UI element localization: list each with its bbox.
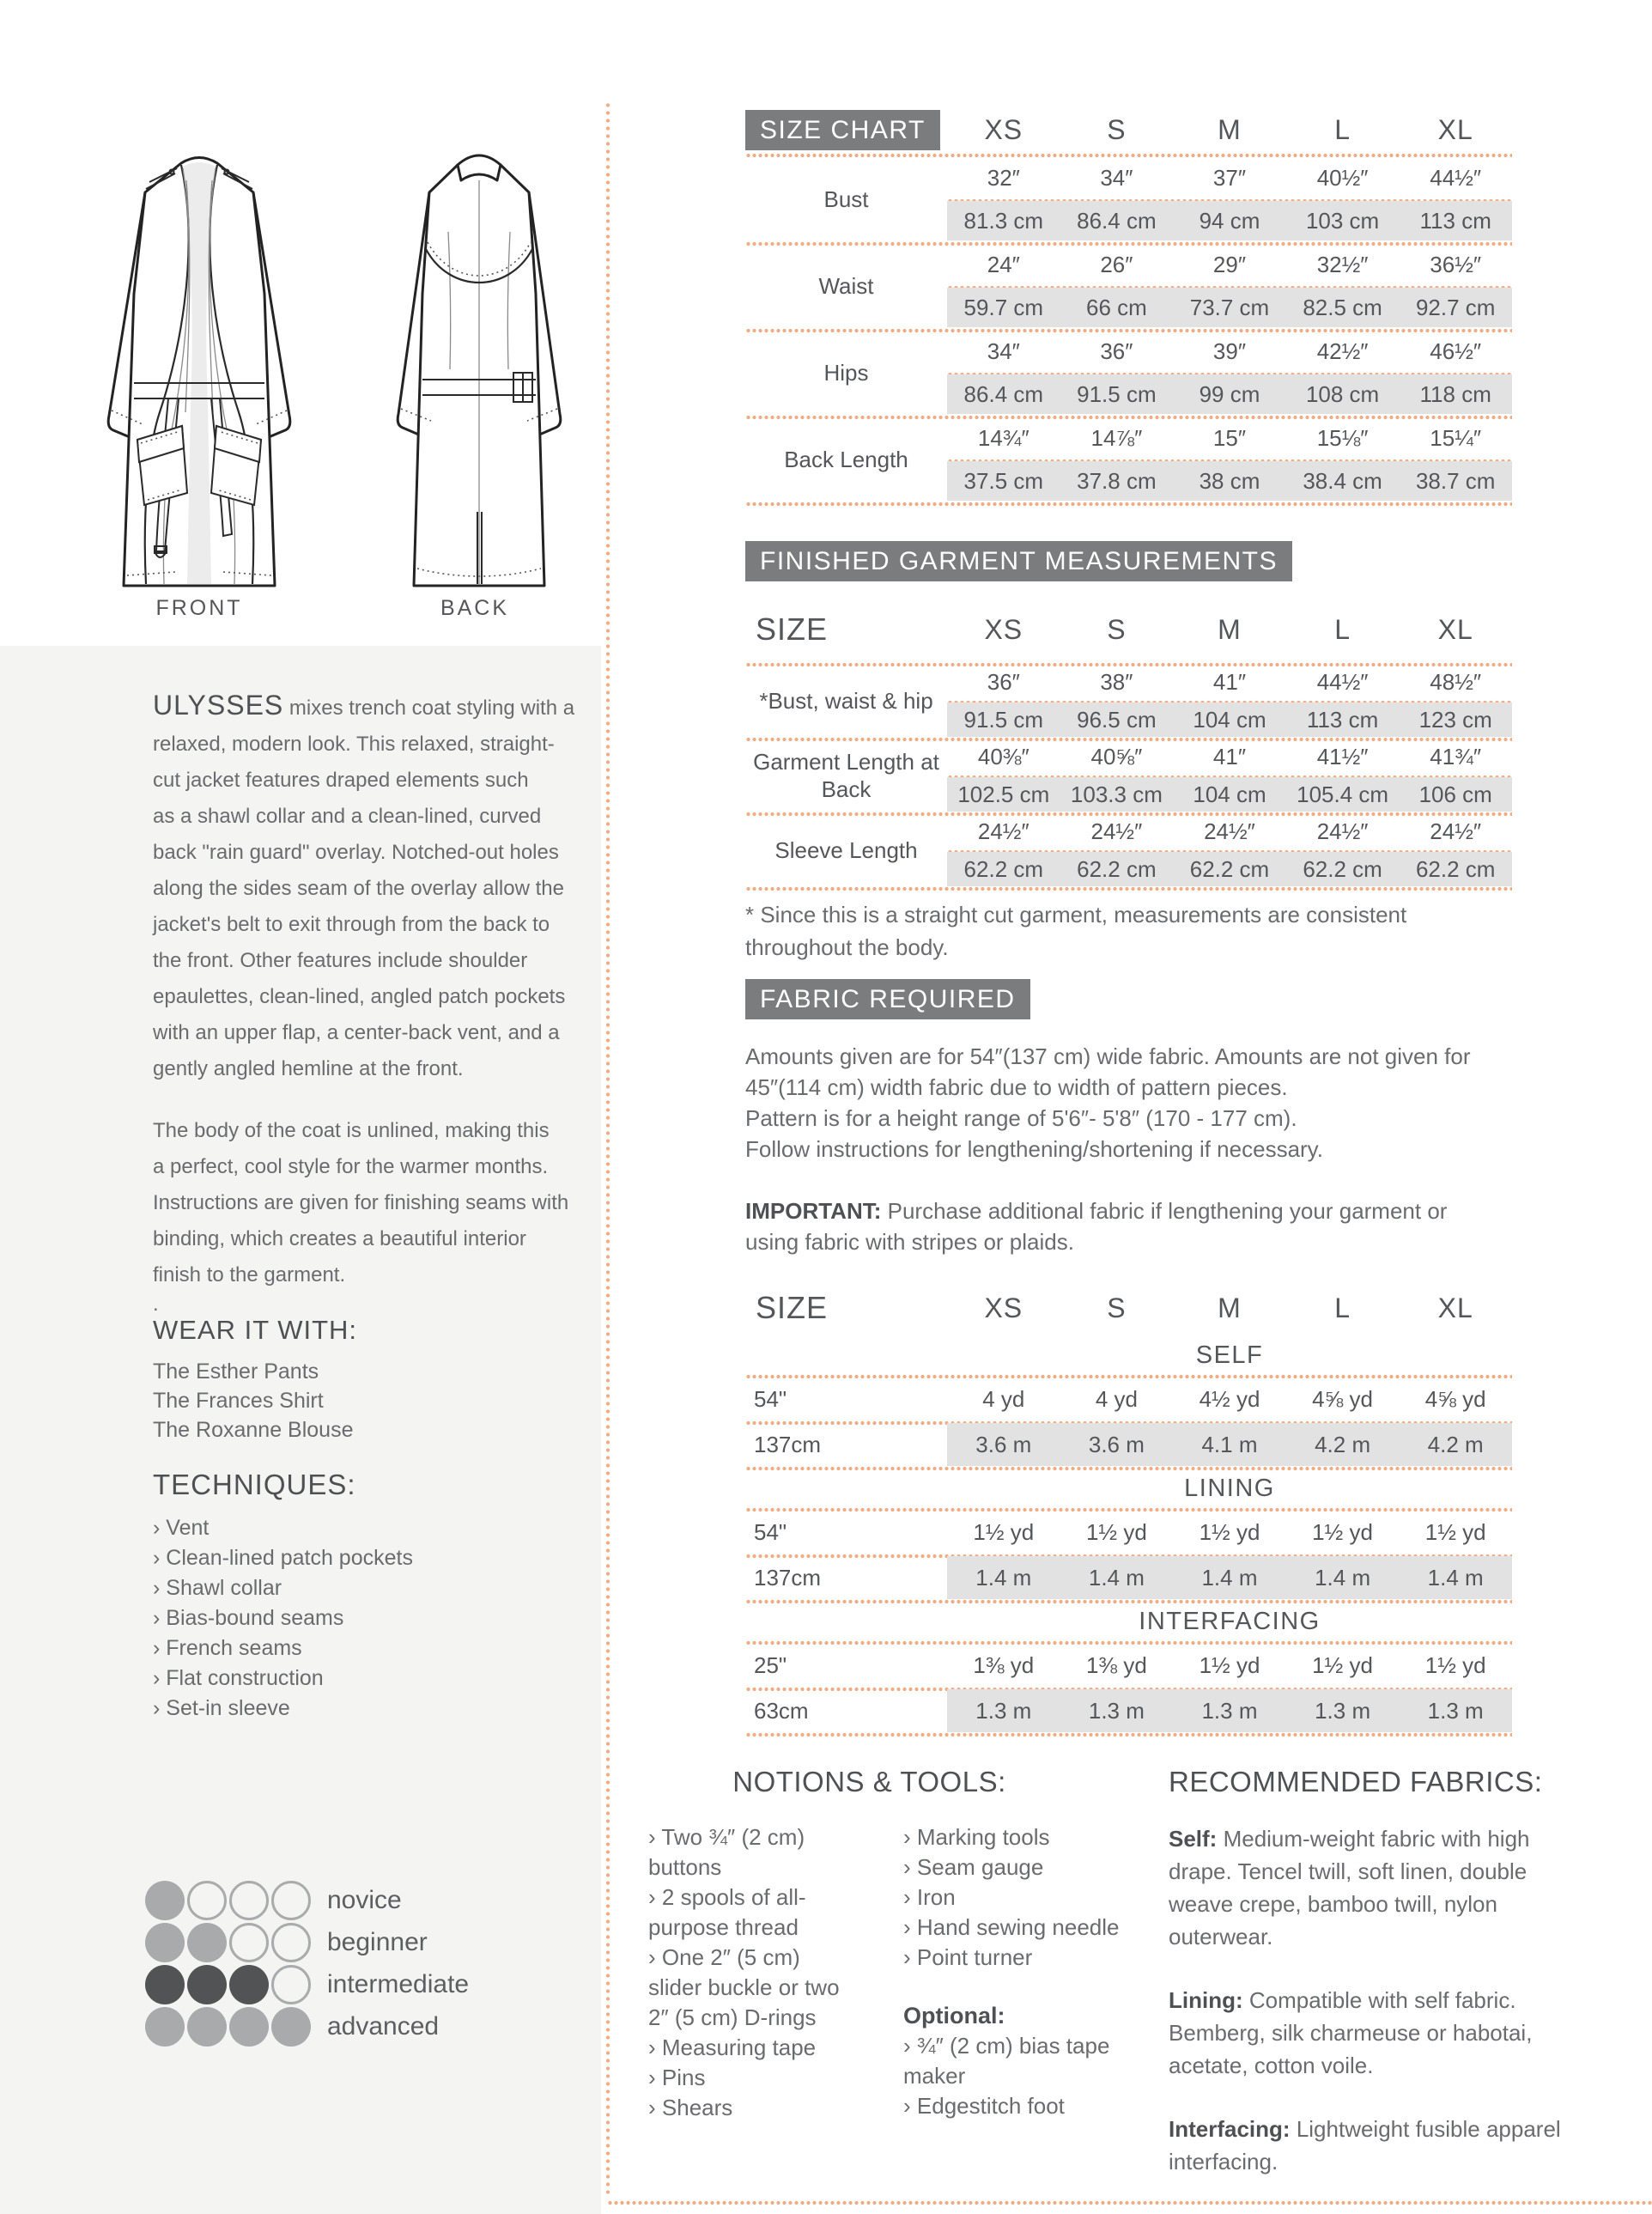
description-line: finish to the garment. xyxy=(153,1263,346,1286)
fabric-section-lining: LINING xyxy=(1184,1474,1275,1502)
notion-item-optional: › Edgestitch foot xyxy=(903,2091,1148,2121)
wear-item: The Esther Pants xyxy=(153,1359,319,1384)
notion-item: › Iron xyxy=(903,1883,1148,1913)
wear-it-with-heading: WEAR IT WITH: xyxy=(153,1315,358,1345)
size-header: XL xyxy=(1437,1292,1473,1323)
self-imperial-width-label: 54" xyxy=(754,1385,787,1412)
size-header: M xyxy=(1218,114,1242,145)
wear-item: The Roxanne Blouse xyxy=(153,1418,354,1442)
coat-front-drawing xyxy=(96,129,302,610)
finished-size-headers xyxy=(947,605,1512,654)
techniques-section xyxy=(153,1470,413,1724)
fabric-section-interfacing: INTERFACING xyxy=(1139,1607,1321,1635)
measurement-label-back-length: Back Length xyxy=(784,447,908,472)
notion-item-optional: › ¾″ (2 cm) bias tape maker xyxy=(903,2031,1148,2091)
recommended-entry-self: Self: Medium-weight fabric with high drape. Tencel twill, soft linen, double weave crepe, bamboo twill, nylon outerwear. xyxy=(1169,1826,1530,1949)
back-length-imperial-values: 14¾″ 14⅞″ 15″ 15⅛″ 15¼″ xyxy=(977,424,1482,451)
difficulty-label: novice xyxy=(327,1886,402,1914)
pattern-description xyxy=(153,687,586,1316)
difficulty-dots-novice xyxy=(145,1881,311,1920)
garment-length-imperial-values: 40⅜″ 40⅝″ 41″ 41½″ 41¾″ xyxy=(977,744,1482,769)
fabric-section-self: SELF xyxy=(1195,1341,1264,1369)
recommended-fabrics-list xyxy=(1169,1822,1576,2209)
finished-garment-title-bar: FINISHED GARMENT MEASUREMENTS xyxy=(745,541,1292,581)
difficulty-dot xyxy=(187,1923,227,1962)
description-line: a perfect, cool style for the warmer months. xyxy=(153,1155,549,1178)
garment-length-metric-values: 102.5 cm 103.3 cm 104 cm 105.4 cm 106 cm xyxy=(957,781,1492,807)
difficulty-dot xyxy=(187,1881,227,1920)
lining-imperial-values: 1½ yd 1½ yd 1½ yd 1½ yd 1½ yd xyxy=(973,1518,1486,1545)
difficulty-dot xyxy=(271,1881,311,1920)
finished-label-bust-waist-hip: *Bust, waist & hip xyxy=(759,688,933,714)
difficulty-row-novice xyxy=(145,1881,402,1920)
notion-item: › 2 spools of all-purpose thread xyxy=(648,1883,859,1943)
size-header: L xyxy=(1334,114,1351,145)
technique-item: › French seams xyxy=(153,1633,413,1664)
difficulty-dot xyxy=(229,2007,269,2047)
interfacing-imperial-width-label: 25" xyxy=(754,1651,787,1678)
size-header: M xyxy=(1218,613,1242,645)
difficulty-dots-intermediate xyxy=(145,1965,311,2004)
back-length-metric-values: 37.5 cm 37.8 cm 38 cm 38.4 cm 38.7 cm xyxy=(963,467,1496,494)
self-metric-values: 3.6 m 3.6 m 4.1 m 4.2 m 4.2 m xyxy=(975,1431,1484,1457)
difficulty-legend xyxy=(145,1881,609,2070)
recommended-entry-interfacing: Interfacing: Lightweight fusible apparel interfacing. xyxy=(1169,2116,1561,2174)
lining-metric-values: 1.4 m 1.4 m 1.4 m 1.4 m 1.4 m xyxy=(975,1564,1484,1591)
fabric-size-label: SIZE xyxy=(756,1290,829,1325)
fabric-important-note: IMPORTANT: Purchase additional fabric if lengthening your garment or using fabric with stripes or plaids. xyxy=(745,1198,1448,1255)
notion-item: › Point turner xyxy=(903,1943,1148,1973)
hips-imperial-values: 34″ 36″ 39″ 42½″ 46½″ xyxy=(987,338,1482,364)
size-chart-size-headers xyxy=(947,110,1512,150)
bwh-metric-values: 91.5 cm 96.5 cm 104 cm 113 cm 123 cm xyxy=(963,706,1492,733)
finished-size-label: SIZE xyxy=(756,611,829,647)
wear-item: The Frances Shirt xyxy=(153,1389,324,1413)
difficulty-dots-advanced xyxy=(145,2007,311,2047)
difficulty-dot xyxy=(229,1965,269,2004)
difficulty-label: beginner xyxy=(327,1928,428,1956)
description-line: back "rain guard" overlay. Notched-out holes xyxy=(153,841,559,864)
notion-item: › One 2″ (5 cm) slider buckle or two 2″ (5 cm) D-rings xyxy=(648,1943,859,2033)
difficulty-label: intermediate xyxy=(327,1970,470,1998)
difficulty-dot xyxy=(145,1965,185,2004)
technique-item: › Vent xyxy=(153,1513,413,1543)
difficulty-dot xyxy=(271,1965,311,2004)
size-header: S xyxy=(1107,1292,1127,1323)
size-header: M xyxy=(1218,1292,1242,1323)
finished-label-sleeve-length: Sleeve Length xyxy=(774,837,918,863)
lining-imperial-width-label: 54" xyxy=(754,1518,787,1545)
technique-item: › Shawl collar xyxy=(153,1573,413,1603)
size-header: S xyxy=(1107,613,1127,645)
size-header: L xyxy=(1334,1292,1351,1323)
bwh-imperial-values: 36″ 38″ 41″ 44½″ 48½″ xyxy=(987,669,1482,695)
difficulty-dots-beginner xyxy=(145,1923,311,1962)
pattern-name: ULYSSES xyxy=(153,690,284,721)
recommended-entry-lining: Lining: Compatible with self fabric. Bemberg, silk charmeuse or habotai, acetate, cotton voile. xyxy=(1169,1987,1533,2078)
bust-imperial-values: 32″ 34″ 37″ 40½″ 44½″ xyxy=(987,164,1482,191)
difficulty-dot xyxy=(145,2007,185,2047)
difficulty-row-advanced xyxy=(145,2007,440,2047)
notion-item: › Marking tools xyxy=(903,1822,1148,1852)
notion-item: › Pins xyxy=(648,2063,859,2093)
notion-item: › Two ¾″ (2 cm) buttons xyxy=(648,1822,859,1883)
hips-metric-values: 86.4 cm 91.5 cm 99 cm 108 cm 118 cm xyxy=(963,380,1491,407)
size-header: XS xyxy=(984,613,1023,645)
technique-item: › Bias-bound seams xyxy=(153,1603,413,1633)
difficulty-dot xyxy=(229,1923,269,1962)
description-line: gently angled hemline at the front. xyxy=(153,1057,464,1080)
self-metric-width-label: 137cm xyxy=(754,1431,822,1457)
front-caption: FRONT xyxy=(155,596,243,620)
size-header: XL xyxy=(1437,114,1473,145)
description-line: ULYSSES mixes trench coat styling with a xyxy=(153,690,575,721)
notions-column-1 xyxy=(648,1822,859,2123)
notion-item: › Seam gauge xyxy=(903,1852,1148,1883)
description-line: Instructions are given for finishing seams with xyxy=(153,1191,569,1214)
difficulty-row-beginner xyxy=(145,1923,428,1962)
difficulty-row-intermediate xyxy=(145,1965,470,2004)
description-line: as a shawl collar and a clean-lined, curved xyxy=(153,805,542,828)
interfacing-metric-values: 1.3 m 1.3 m 1.3 m 1.3 m 1.3 m xyxy=(975,1697,1484,1724)
description-line: the front. Other features include shoulder xyxy=(153,949,528,972)
self-imperial-values: 4 yd 4 yd 4½ yd 4⅝ yd 4⅝ yd xyxy=(982,1385,1486,1412)
size-header: S xyxy=(1107,114,1127,145)
table-separator xyxy=(745,502,1512,507)
difficulty-label: advanced xyxy=(327,2012,440,2041)
techniques-heading: TECHNIQUES: xyxy=(153,1469,356,1500)
waist-imperial-values: 24″ 26″ 29″ 32½″ 36½″ xyxy=(987,251,1482,277)
description-line: relaxed, modern look. This relaxed, straight- xyxy=(153,733,555,756)
notions-column-2 xyxy=(903,1822,1148,2121)
interfacing-imperial-values: 1⅜ yd 1⅜ yd 1½ yd 1½ yd 1½ yd xyxy=(973,1651,1486,1678)
notion-item: › Measuring tape xyxy=(648,2033,859,2063)
interfacing-metric-width-label: 63cm xyxy=(754,1697,809,1724)
technique-item: › Flat construction xyxy=(153,1664,413,1694)
size-header: XL xyxy=(1437,613,1473,645)
measurement-label-hips: Hips xyxy=(823,360,869,386)
size-chart-title-bar: SIZE CHART xyxy=(745,110,940,150)
description-line: jacket's belt to exit through from the back to xyxy=(153,913,550,936)
description-line: along the sides seam of the overlay allow the xyxy=(153,877,564,900)
fabric-intro: Amounts given are for 54″(137 cm) wide fabric. Amounts are not given for 45″(114 cm) width fabric due to width of pattern pieces. Pattern is for a height range of 5'6″- 5'8″ (170 - 177 cm). Follow instructions for lengthening/shortening if necessary. xyxy=(745,1043,1471,1162)
size-header: L xyxy=(1334,613,1351,645)
size-header: XS xyxy=(984,1292,1023,1323)
column-divider-dotted-line xyxy=(605,101,610,2197)
measurement-label-bust: Bust xyxy=(823,186,869,212)
table-separator xyxy=(745,1732,1512,1737)
measurement-label-waist: Waist xyxy=(818,273,874,299)
notion-item: › Shears xyxy=(648,2093,859,2123)
finished-footnote: * Since this is a straight cut garment, measurements are consistent throughout the body. xyxy=(745,902,1407,960)
table-separator xyxy=(745,886,1512,891)
lining-metric-width-label: 137cm xyxy=(754,1564,822,1591)
difficulty-dot xyxy=(229,1881,269,1920)
optional-label: Optional: xyxy=(903,2003,1005,2028)
technique-item: › Set-in sleeve xyxy=(153,1694,413,1724)
sleeve-length-imperial-values: 24½″ 24½″ 24½″ 24½″ 24½″ xyxy=(977,818,1482,844)
difficulty-dot xyxy=(145,1923,185,1962)
technique-item: › Clean-lined patch pockets xyxy=(153,1543,413,1573)
important-label: IMPORTANT: xyxy=(745,1198,882,1224)
size-header: XS xyxy=(984,114,1023,145)
stray-period: . xyxy=(153,1293,159,1316)
bust-metric-values: 81.3 cm 86.4 cm 94 cm 103 cm 113 cm xyxy=(963,207,1491,234)
notions-tools-heading: NOTIONS & TOOLS: xyxy=(732,1766,1006,1797)
description-line: cut jacket features draped elements such xyxy=(153,769,529,792)
description-line: binding, which creates a beautiful interior xyxy=(153,1227,526,1250)
description-line: The body of the coat is unlined, making this xyxy=(153,1119,550,1142)
difficulty-dot xyxy=(145,1881,185,1920)
back-caption: BACK xyxy=(440,596,510,620)
wear-it-with-section xyxy=(153,1316,357,1445)
description-line: epaulettes, clean-lined, angled patch pockets xyxy=(153,985,566,1008)
difficulty-dot xyxy=(271,2007,311,2047)
difficulty-dot xyxy=(187,1965,227,2004)
difficulty-dot xyxy=(187,2007,227,2047)
waist-metric-values: 59.7 cm 66 cm 73.7 cm 82.5 cm 92.7 cm xyxy=(963,294,1496,320)
notion-item: › Hand sewing needle xyxy=(903,1913,1148,1943)
fabric-required-title-bar: FABRIC REQUIRED xyxy=(745,979,1030,1019)
difficulty-dot xyxy=(271,1923,311,1962)
fabric-size-headers xyxy=(947,1286,1512,1329)
sleeve-length-metric-values: 62.2 cm 62.2 cm 62.2 cm 62.2 cm 62.2 cm xyxy=(963,855,1496,882)
recommended-fabrics-heading: RECOMMENDED FABRICS: xyxy=(1169,1766,1543,1797)
finished-label-garment-length: Garment Length at Back xyxy=(753,749,939,802)
description-line: with an upper flap, a center-back vent, and a xyxy=(153,1021,560,1044)
coat-back-drawing xyxy=(388,129,570,610)
